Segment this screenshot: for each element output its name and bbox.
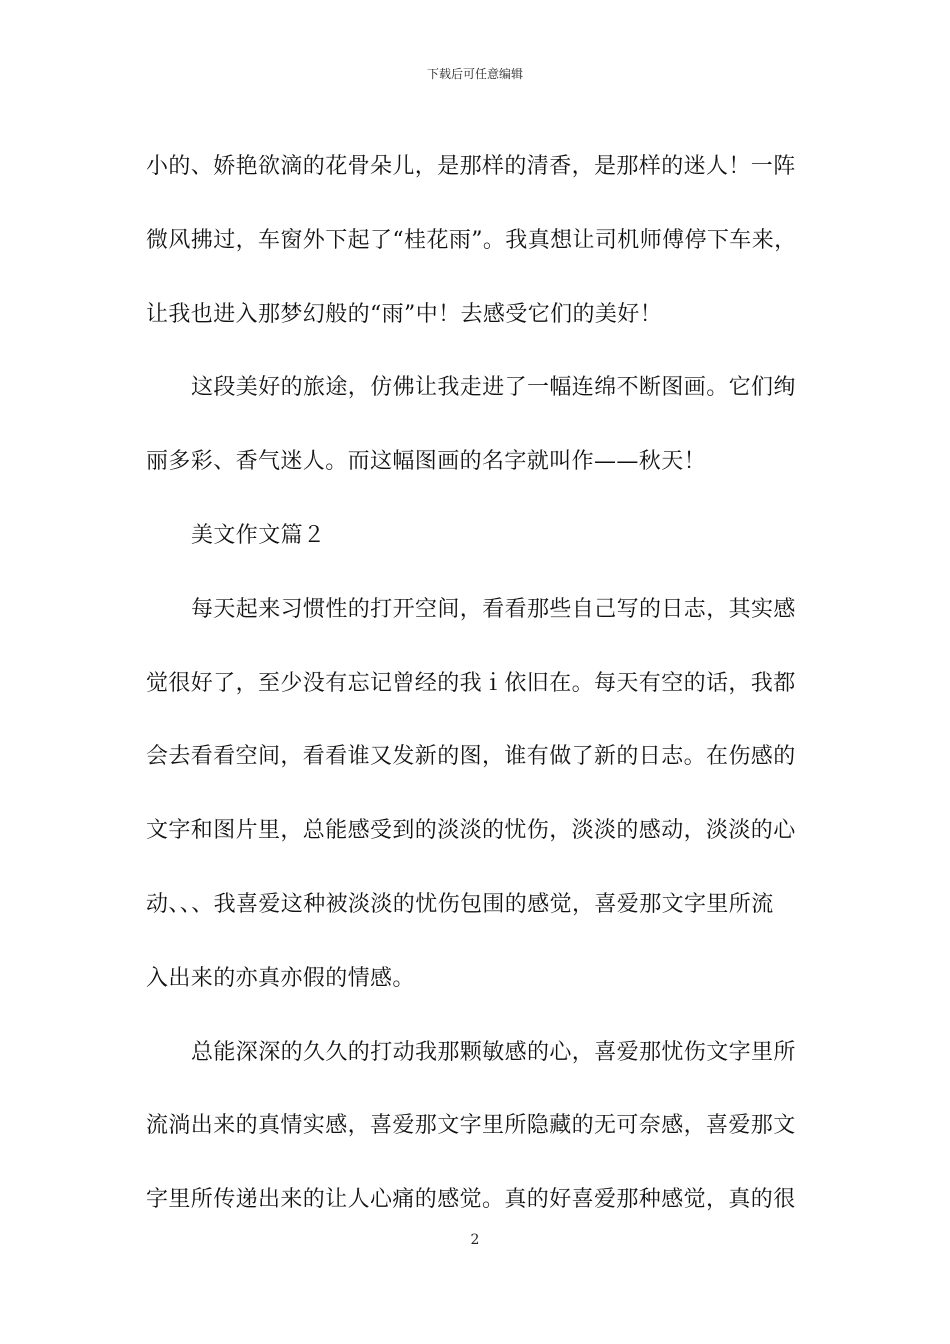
page-number: 2 xyxy=(470,1232,480,1248)
text-line: 会去看看空间，看看谁又发新的图，谁有做了新的日志。在伤感的 xyxy=(146,744,796,770)
document-body xyxy=(146,130,826,1237)
text-line: 微风拂过，车窗外下起了“桂花雨”。我真想让司机师傅停下车来， xyxy=(146,227,797,253)
text-line: 动、、、我喜爱这种被淡淡的忧伤包围的感觉，喜爱那文字里所流 xyxy=(146,891,774,917)
text-line: 小的、娇艳欲滴的花骨朵儿，是那样的清香，是那样的迷人！一阵 xyxy=(146,154,796,179)
text-line: 让我也进入那梦幻般的“雨”中！去感受它们的美好！ xyxy=(146,301,663,327)
text-line: 丽多彩、香气迷人。而这幅图画的名字就叫作——秋天！ xyxy=(146,449,707,475)
paragraph-start-line: 这段美好的旅途，仿佛让我走进了一幅连绵不断图画。它们绚 xyxy=(191,375,796,401)
page-header: 下载后可任意编辑 xyxy=(426,67,523,81)
text-line: 流淌出来的真情实感，喜爱那文字里所隐藏的无可奈感，喜爱那文 xyxy=(146,1113,796,1139)
section-heading: 美文作文篇２ xyxy=(191,522,326,548)
text-line: 字里所传递出来的让人心痛的感觉。真的好喜爱那种感觉，真的很 xyxy=(146,1187,796,1213)
paragraph-start-line: 每天起来习惯性的打开空间，看看那些自己写的日志，其实感 xyxy=(191,596,796,622)
text-line: 文字和图片里，总能感受到的淡淡的忧伤，淡淡的感动，淡淡的心 xyxy=(146,818,796,844)
text-line: 觉很好了，至少没有忘记曾经的我ｉ依旧在。每天有空的话，我都 xyxy=(146,670,796,696)
text-line: 入出来的亦真亦假的情感。 xyxy=(146,965,415,991)
paragraph-start-line: 总能深深的久久的打动我那颗敏感的心，喜爱那忧伤文字里所 xyxy=(191,1039,796,1065)
